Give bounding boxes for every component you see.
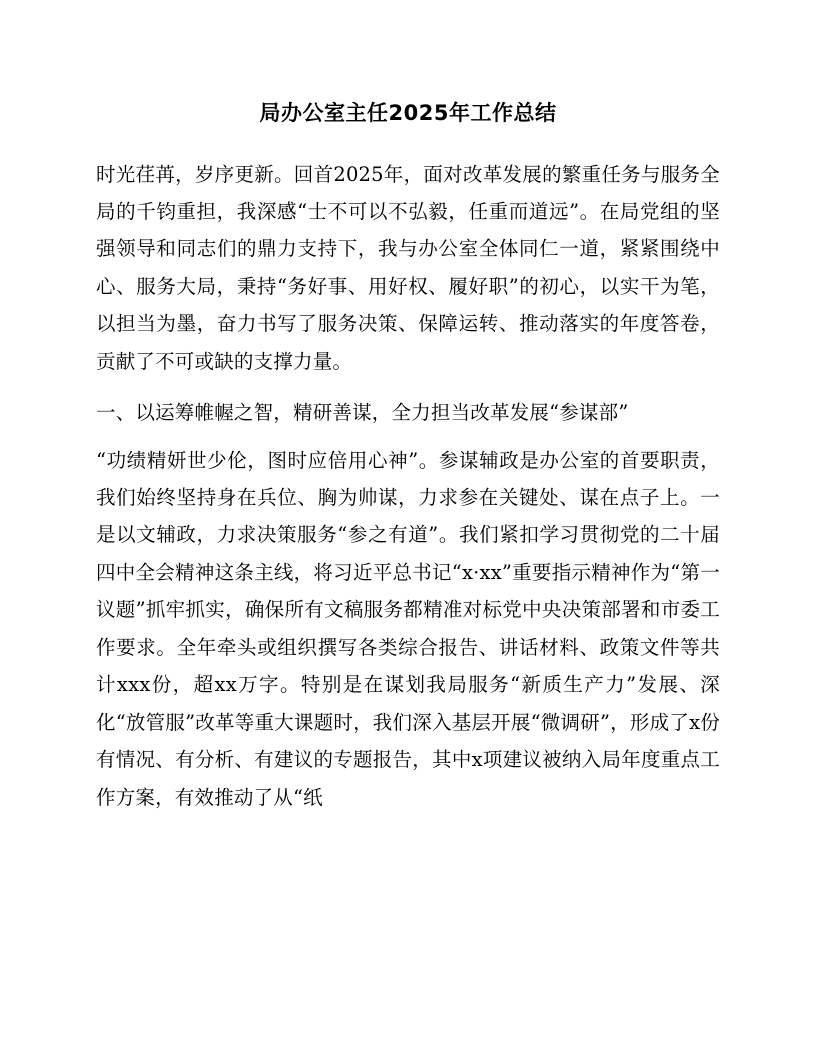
paragraph-intro: 时光荏苒，岁序更新。回首2025年，面对改革发展的繁重任务与服务全局的千钧重担，我深感“士不可以不弘毅，任重而道远”。在局党组的坚强领导和同志们的鼎力支持下，我与办公室全体同仁一道，紧紧围绕中心、服务大局，秉持“务好事、用好权、履好职”的初心，以实干为笔，以担当为墨，奋力书写了服务决策、保障运转、推动落实的年度答卷，贡献了不可或缺的支撑力量。 <box>96 162 720 373</box>
paragraph-section-one-body: “功绩精妍世少伦，图时应倍用心神”。参谋辅政是办公室的首要职责，我们始终坚持身在兵位、胸为帅谋，力求参在关键处、谋在点子上。一是以文辅政，力求决策服务“参之有道”。我们紧扣学习贯彻党的二十届四中全会精神这条主线，将习近平总书记“x·xx”重要指示精神作为“第一议题”抓牢抓实，确保所有文稿服务都精准对标党中央决策部署和市委工作要求。全年牵头或组织撰写各类综合报告、讲话材料、政策文件等共计xxx份，超xx万字。特别是在谋划我局服务“新质生产力”发展、深化“放管服”改革等重大课题时，我们深入基层开展“微调研”，形成了x份有情况、有分析、有建议的专题报告，其中x项建议被纳入局年度重点工作方案，有效推动了从“纸 <box>96 448 720 809</box>
section-heading-one: 一、以运筹帷幄之智，精研善谋，全力担当改革发展“参谋部” <box>96 401 629 425</box>
page-title: 局办公室主任2025年工作总结 <box>259 101 557 125</box>
